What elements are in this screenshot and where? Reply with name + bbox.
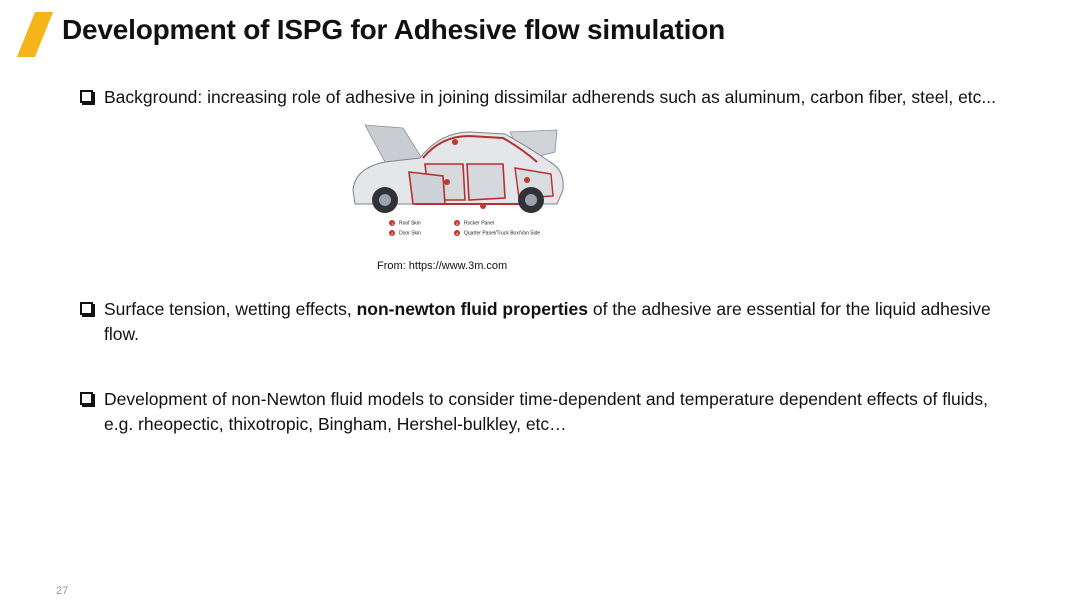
bullet-text-part: of the adhesive are essential for the liquid adhesive flow.: [104, 299, 991, 344]
legend-number: 4: [456, 230, 459, 236]
bullet-text: Background: increasing role of adhesive in joining dissimilar adherends such as aluminum, carbon fiber, steel, etc...: [104, 87, 997, 107]
legend-number: 1: [391, 220, 394, 226]
checkbox-bullet-icon: [80, 90, 93, 103]
bullet-text-bold: non-newton fluid properties: [356, 299, 588, 319]
slide-title: Development of ISPG for Adhesive flow simulation: [62, 14, 726, 45]
legend-label: Rocker Panel: [464, 220, 495, 227]
bullet-text: Development of non-Newton fluid models to consider time-dependent and temperature dependent effects of fluids, e.g. rheopectic, thixotropic, Bingham, Hershel-bulkley, etc…: [104, 389, 988, 434]
bullet-non-newton-models: [80, 387, 1010, 437]
bullet-text-part: Surface tension, wetting effects,: [104, 299, 357, 319]
legend-label: Door Skin: [399, 230, 421, 237]
legend-label: Roof Skin: [399, 220, 421, 227]
bullet-background: [80, 85, 1010, 110]
checkbox-bullet-icon: [80, 392, 93, 405]
title-accent-bar: [17, 12, 53, 57]
bullet-surface-tension: [80, 297, 1010, 347]
legend-label: Quarter Panel/Truck Box/Van Side: [464, 230, 541, 237]
legend-number: 3: [456, 220, 459, 226]
checkbox-bullet-icon: [80, 302, 93, 315]
legend-number: 2: [391, 230, 394, 236]
page-number: 27: [56, 585, 69, 597]
figure-caption: From: https://www.3m.com: [377, 260, 508, 272]
bullet-text: [80, 297, 1010, 347]
car-adhesive-figure: [345, 120, 570, 243]
